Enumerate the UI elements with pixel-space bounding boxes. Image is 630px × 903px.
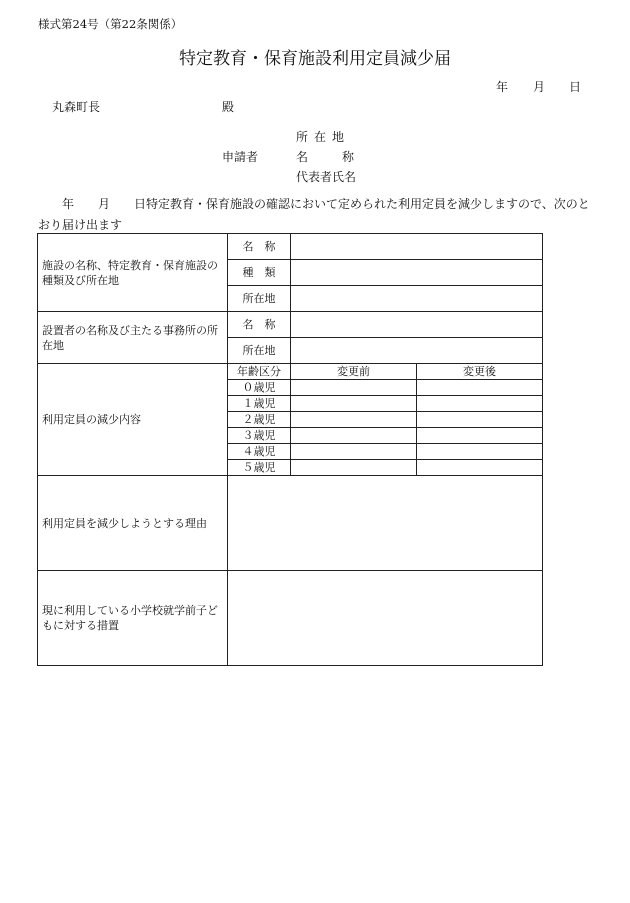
after-field[interactable] [417,412,543,428]
before-field[interactable] [291,460,417,476]
facility-location-label: 所在地 [228,286,291,312]
before-field[interactable] [291,380,417,396]
measures-label: 現に利用している小学校就学前子どもに対する措置 [38,571,228,666]
age-label: ３歳児 [228,428,291,444]
facility-label: 施設の名称、特定教育・保育施設の種類及び所在地 [38,234,228,312]
age-label: ２歳児 [228,412,291,428]
before-field[interactable] [291,412,417,428]
date-month-label: 月 [533,80,546,94]
founder-location-field[interactable] [291,338,543,364]
before-field[interactable] [291,396,417,412]
founder-label: 設置者の名称及び主たる事務所の所在地 [38,312,228,364]
after-field[interactable] [417,380,543,396]
founder-location-label: 所在地 [228,338,291,364]
after-field[interactable] [417,460,543,476]
founder-name-field[interactable] [291,312,543,338]
before-field[interactable] [291,444,417,460]
report-table [37,233,543,666]
measures-field[interactable] [228,571,543,666]
page-title: 特定教育・保育施設利用定員減少届 [179,49,451,69]
applicant-label: 申請者 [222,150,259,164]
addressee-name: 丸森町長 [52,100,101,114]
reason-field[interactable] [228,476,543,571]
facility-type-label: 種 類 [228,260,291,286]
after-field[interactable] [417,428,543,444]
before-field[interactable] [291,428,417,444]
form-number: 様式第24号（第22条関係） [38,17,183,31]
after-field[interactable] [417,444,543,460]
applicant-name-label: 名称 [296,150,389,164]
date-day-label: 日 [569,80,582,94]
before-header: 変更前 [291,364,417,380]
facility-location-field[interactable] [291,286,543,312]
facility-name-field[interactable] [291,234,543,260]
applicant-address-label: 所在地 [296,130,351,144]
age-label: ０歳児 [228,380,291,396]
age-label: １歳児 [228,396,291,412]
addressee-honorific: 殿 [222,100,235,114]
reason-label: 利用定員を減少しようとする理由 [38,476,228,571]
age-label: ４歳児 [228,444,291,460]
after-field[interactable] [417,396,543,412]
after-header: 変更後 [417,364,543,380]
age-label: ５歳児 [228,460,291,476]
facility-name-label: 名 称 [228,234,291,260]
facility-type-field[interactable] [291,260,543,286]
applicant-representative-label: 代表者氏名 [296,170,357,184]
date-year-label: 年 [496,80,509,94]
declaration-text: 年 月 日特定教育・保育施設の確認において定められた利用定員を減少しますので、次のとおり届け出ます [38,197,590,232]
reduction-label: 利用定員の減少内容 [38,364,228,476]
age-header: 年齢区分 [228,364,291,380]
founder-name-label: 名 称 [228,312,291,338]
